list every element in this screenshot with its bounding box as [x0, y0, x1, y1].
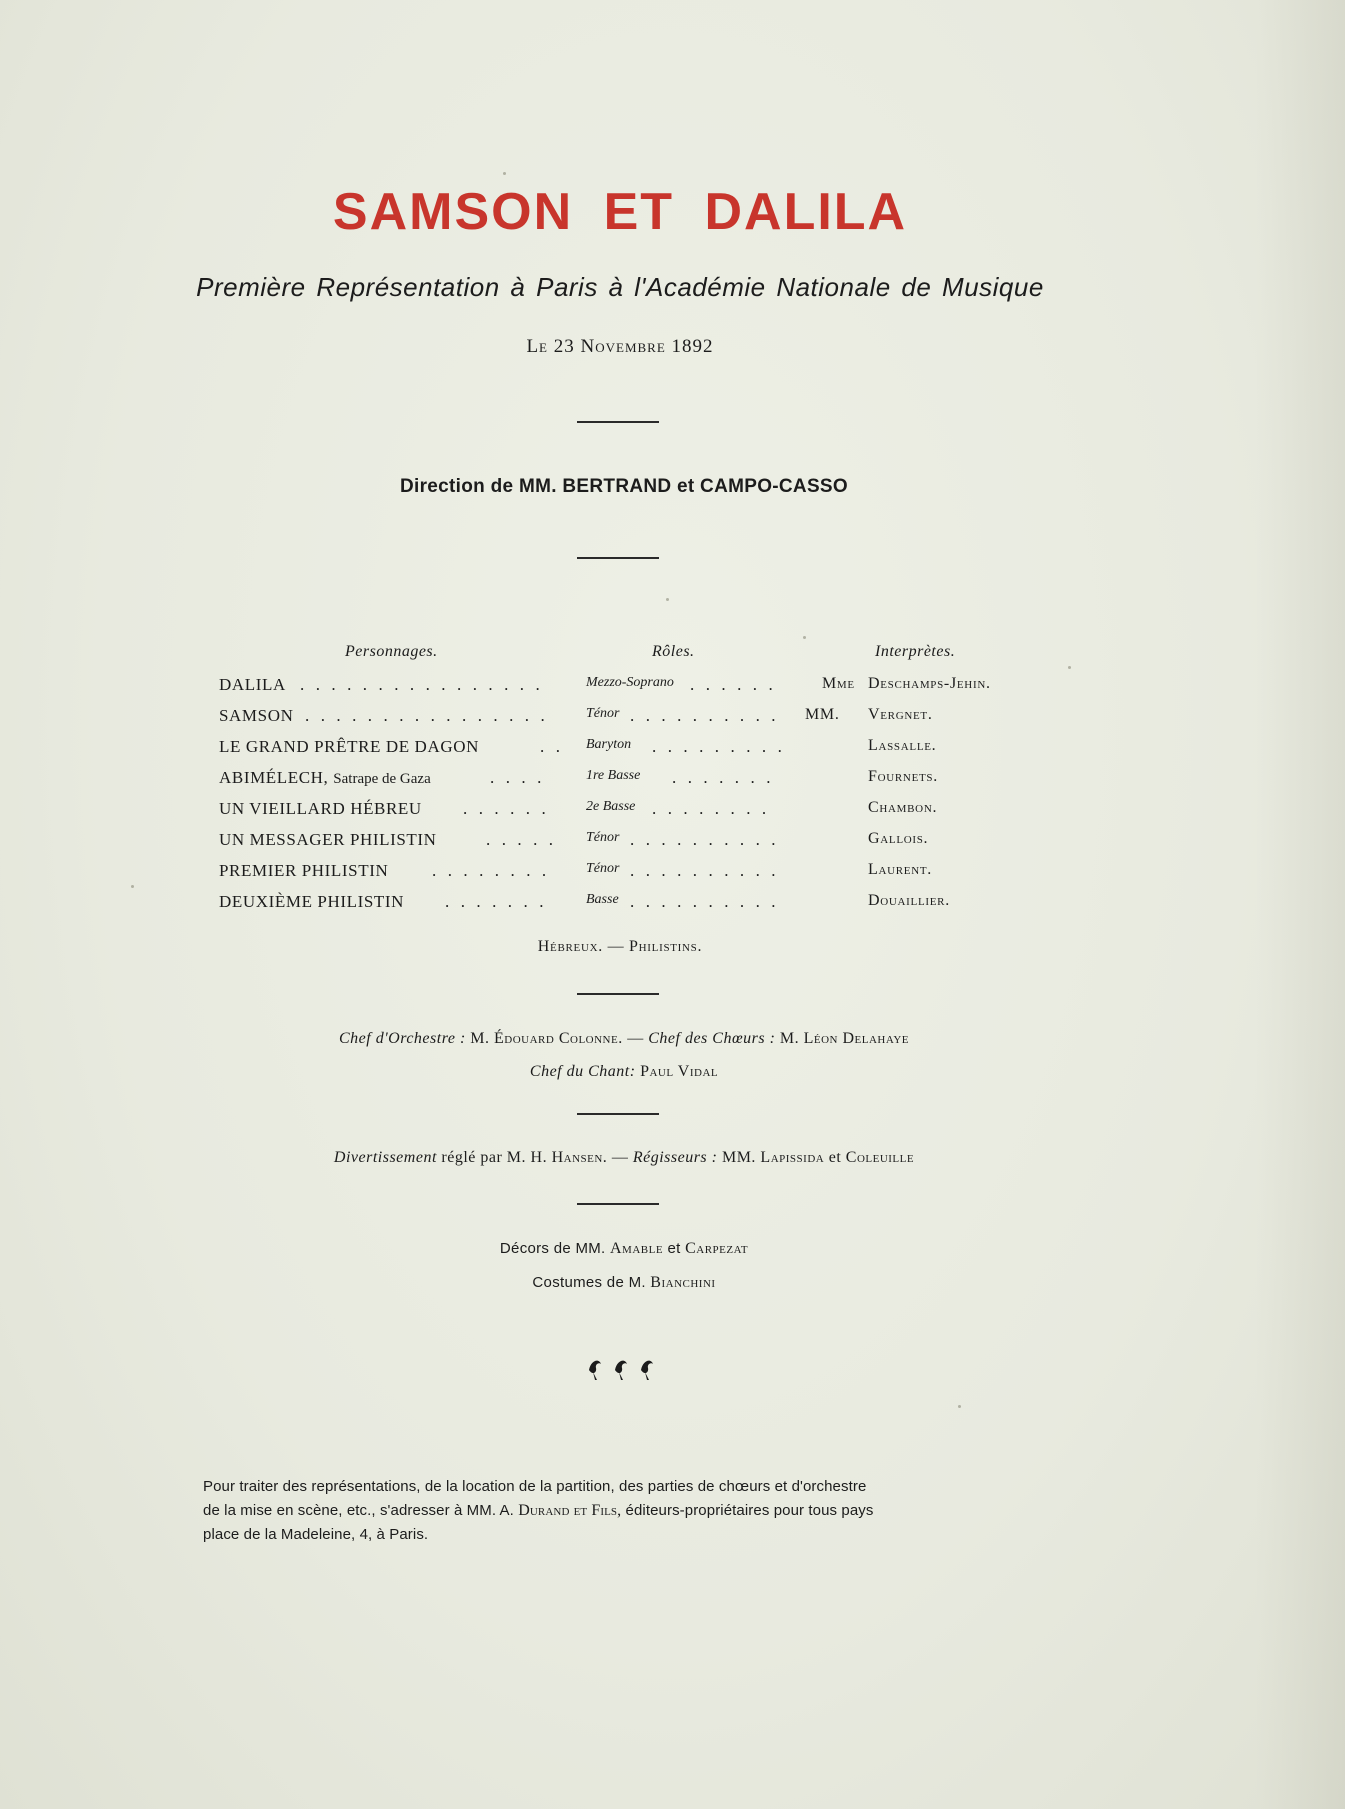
notice-line-3: place de la Madeleine, 4, à Paris.: [203, 1526, 429, 1543]
chant-credit: [0, 1063, 1248, 1081]
divertissement-credits: [0, 1149, 1248, 1167]
character-name: SAMSON: [219, 706, 294, 725]
decors-name-1: Amable: [609, 1240, 664, 1257]
table-row: [0, 737, 1345, 767]
chef-choeurs-name: M. Léon Delahaye: [779, 1030, 909, 1047]
direction-line: Direction de MM. BERTRAND et CAMPO-CASSO: [400, 476, 848, 497]
performer-name: Chambon.: [868, 799, 938, 816]
leader-dots: . . . . . .: [690, 675, 777, 694]
subtitle: Première Représentation à Paris à l'Académie Nationale de Musique: [196, 272, 1044, 302]
character-name: UN VIEILLARD HÉBREU: [219, 799, 422, 818]
publisher-notice: [203, 1475, 1053, 1547]
role-type: Baryton: [586, 737, 632, 752]
chef-chant-label: Chef du Chant:: [529, 1063, 636, 1080]
performer-name: Gallois.: [868, 830, 929, 847]
leader-dots: . . . . . . . . . . . . . . . .: [300, 675, 544, 694]
leader-dots: . . . . . . . . . .: [630, 892, 780, 911]
regisseur-name-2: Coleuille: [845, 1149, 915, 1166]
table-row: [0, 830, 1345, 860]
table-row: [0, 675, 1345, 705]
table-row: [0, 799, 1345, 829]
leader-dots: . . . . . . . . . .: [630, 830, 780, 849]
premiere-date: Le 23 Novembre 1892: [526, 336, 714, 357]
character-name: DALILA: [219, 675, 286, 694]
costumes-credit: [0, 1274, 1248, 1292]
publisher-name: Durand et Fils,: [518, 1502, 622, 1519]
paper-speck: [958, 1405, 961, 1408]
divider: [577, 1113, 659, 1115]
notice-line-2-start: de la mise en scène, etc., s'adresser à MM. A.: [203, 1502, 514, 1519]
costumes-text: Costumes de M.: [532, 1274, 646, 1291]
character-name: LE GRAND PRÊTRE DE DAGON: [219, 737, 479, 756]
notice-line-2: [203, 1499, 1053, 1523]
leader-dots: . . . . . . . . .: [652, 737, 786, 756]
performer-name: Lassalle.: [868, 737, 937, 754]
leader-dots: . .: [540, 737, 564, 756]
paper-speck: [803, 636, 806, 639]
role-type: 1re Basse: [586, 768, 641, 783]
chorus-groups: Hébreux. — Philistins.: [537, 938, 703, 955]
role-type: Mezzo-Soprano: [586, 675, 674, 690]
table-row: [0, 768, 1345, 798]
separator-dash: —: [627, 1030, 644, 1047]
divertissement-label: Divertissement: [333, 1149, 437, 1166]
character-note: Satrape de Gaza: [333, 771, 431, 787]
decors-credit: [0, 1240, 1248, 1258]
table-row: [0, 861, 1345, 891]
decors-name-2: Carpezat: [685, 1240, 749, 1257]
fleuron-ornament-icon: [585, 1350, 665, 1380]
chef-choeurs-label: Chef des Chœurs :: [648, 1030, 776, 1047]
performer-name: Douaillier.: [868, 892, 950, 909]
header-roles: Rôles.: [652, 643, 695, 660]
character-name-text: ABIMÉLECH,: [219, 768, 329, 787]
paper-speck: [1068, 666, 1071, 669]
decors-and: et: [667, 1240, 681, 1257]
decors-text: Décors de MM.: [499, 1240, 606, 1257]
performer-name: Deschamps-Jehin.: [868, 675, 991, 692]
performer-name: Vergnet.: [868, 706, 933, 723]
divider: [577, 557, 659, 559]
table-row: [0, 706, 1345, 736]
chef-orchestre-name: M. Édouard Colonne.: [470, 1030, 623, 1047]
table-row: [0, 892, 1345, 922]
conductor-credits: [0, 1030, 1248, 1048]
role-type: Ténor: [586, 830, 620, 845]
costumes-name: Bianchini: [650, 1274, 716, 1291]
leader-dots: . . . . . . . . . .: [630, 861, 780, 880]
separator-dash: —: [611, 1149, 629, 1166]
character-name: DEUXIÈME PHILISTIN: [219, 892, 405, 911]
regisseurs-label: Régisseurs :: [632, 1149, 718, 1166]
notice-line-2-end: éditeurs-propriétaires pour tous pays: [625, 1502, 874, 1519]
leader-dots: . . . . . . .: [672, 768, 775, 787]
notice-line-1: Pour traiter des représentations, de la location de la partition, des parties de chœurs et d'orchestre: [203, 1478, 867, 1495]
character-name: PREMIER PHILISTIN: [219, 861, 389, 880]
performer-name: Fournets.: [868, 768, 938, 785]
regisseurs-prefix: MM.: [721, 1149, 756, 1166]
divertissement-name: Hansen.: [551, 1149, 608, 1166]
divider: [577, 993, 659, 995]
leader-dots: . . . . .: [486, 830, 557, 849]
chef-orchestre-label: Chef d'Orchestre :: [339, 1030, 466, 1047]
performer-prefix: Mme: [822, 675, 855, 692]
role-type: 2e Basse: [586, 799, 636, 814]
leader-dots: . . . . . .: [463, 799, 550, 818]
leader-dots: . . . .: [490, 768, 545, 787]
header-characters: Personnages.: [345, 643, 438, 660]
paper-speck: [666, 598, 669, 601]
performer-name: Laurent.: [868, 861, 932, 878]
role-type: Ténor: [586, 706, 620, 721]
header-performers: Interprètes.: [875, 643, 956, 660]
character-name: [219, 768, 431, 788]
regisseur-name-1: Lapissida: [760, 1149, 825, 1166]
divider: [577, 1203, 659, 1205]
regisseurs-and: et: [828, 1149, 842, 1166]
role-type: Basse: [586, 892, 619, 907]
role-type: Ténor: [586, 861, 620, 876]
divertissement-text: réglé par M. H.: [441, 1149, 548, 1166]
chef-chant-name: Paul Vidal: [640, 1063, 719, 1080]
leader-dots: . . . . . . . .: [432, 861, 550, 880]
page-title: SAMSON ET DALILA: [332, 183, 908, 241]
leader-dots: . . . . . . .: [445, 892, 548, 911]
paper-speck: [503, 172, 506, 175]
performer-prefix: MM.: [805, 706, 840, 723]
divider: [577, 421, 659, 423]
leader-dots: . . . . . . . .: [652, 799, 770, 818]
leader-dots: . . . . . . . . . . . . . . . .: [305, 706, 549, 725]
leader-dots: . . . . . . . . . .: [630, 706, 780, 725]
character-name: UN MESSAGER PHILISTIN: [219, 830, 437, 849]
